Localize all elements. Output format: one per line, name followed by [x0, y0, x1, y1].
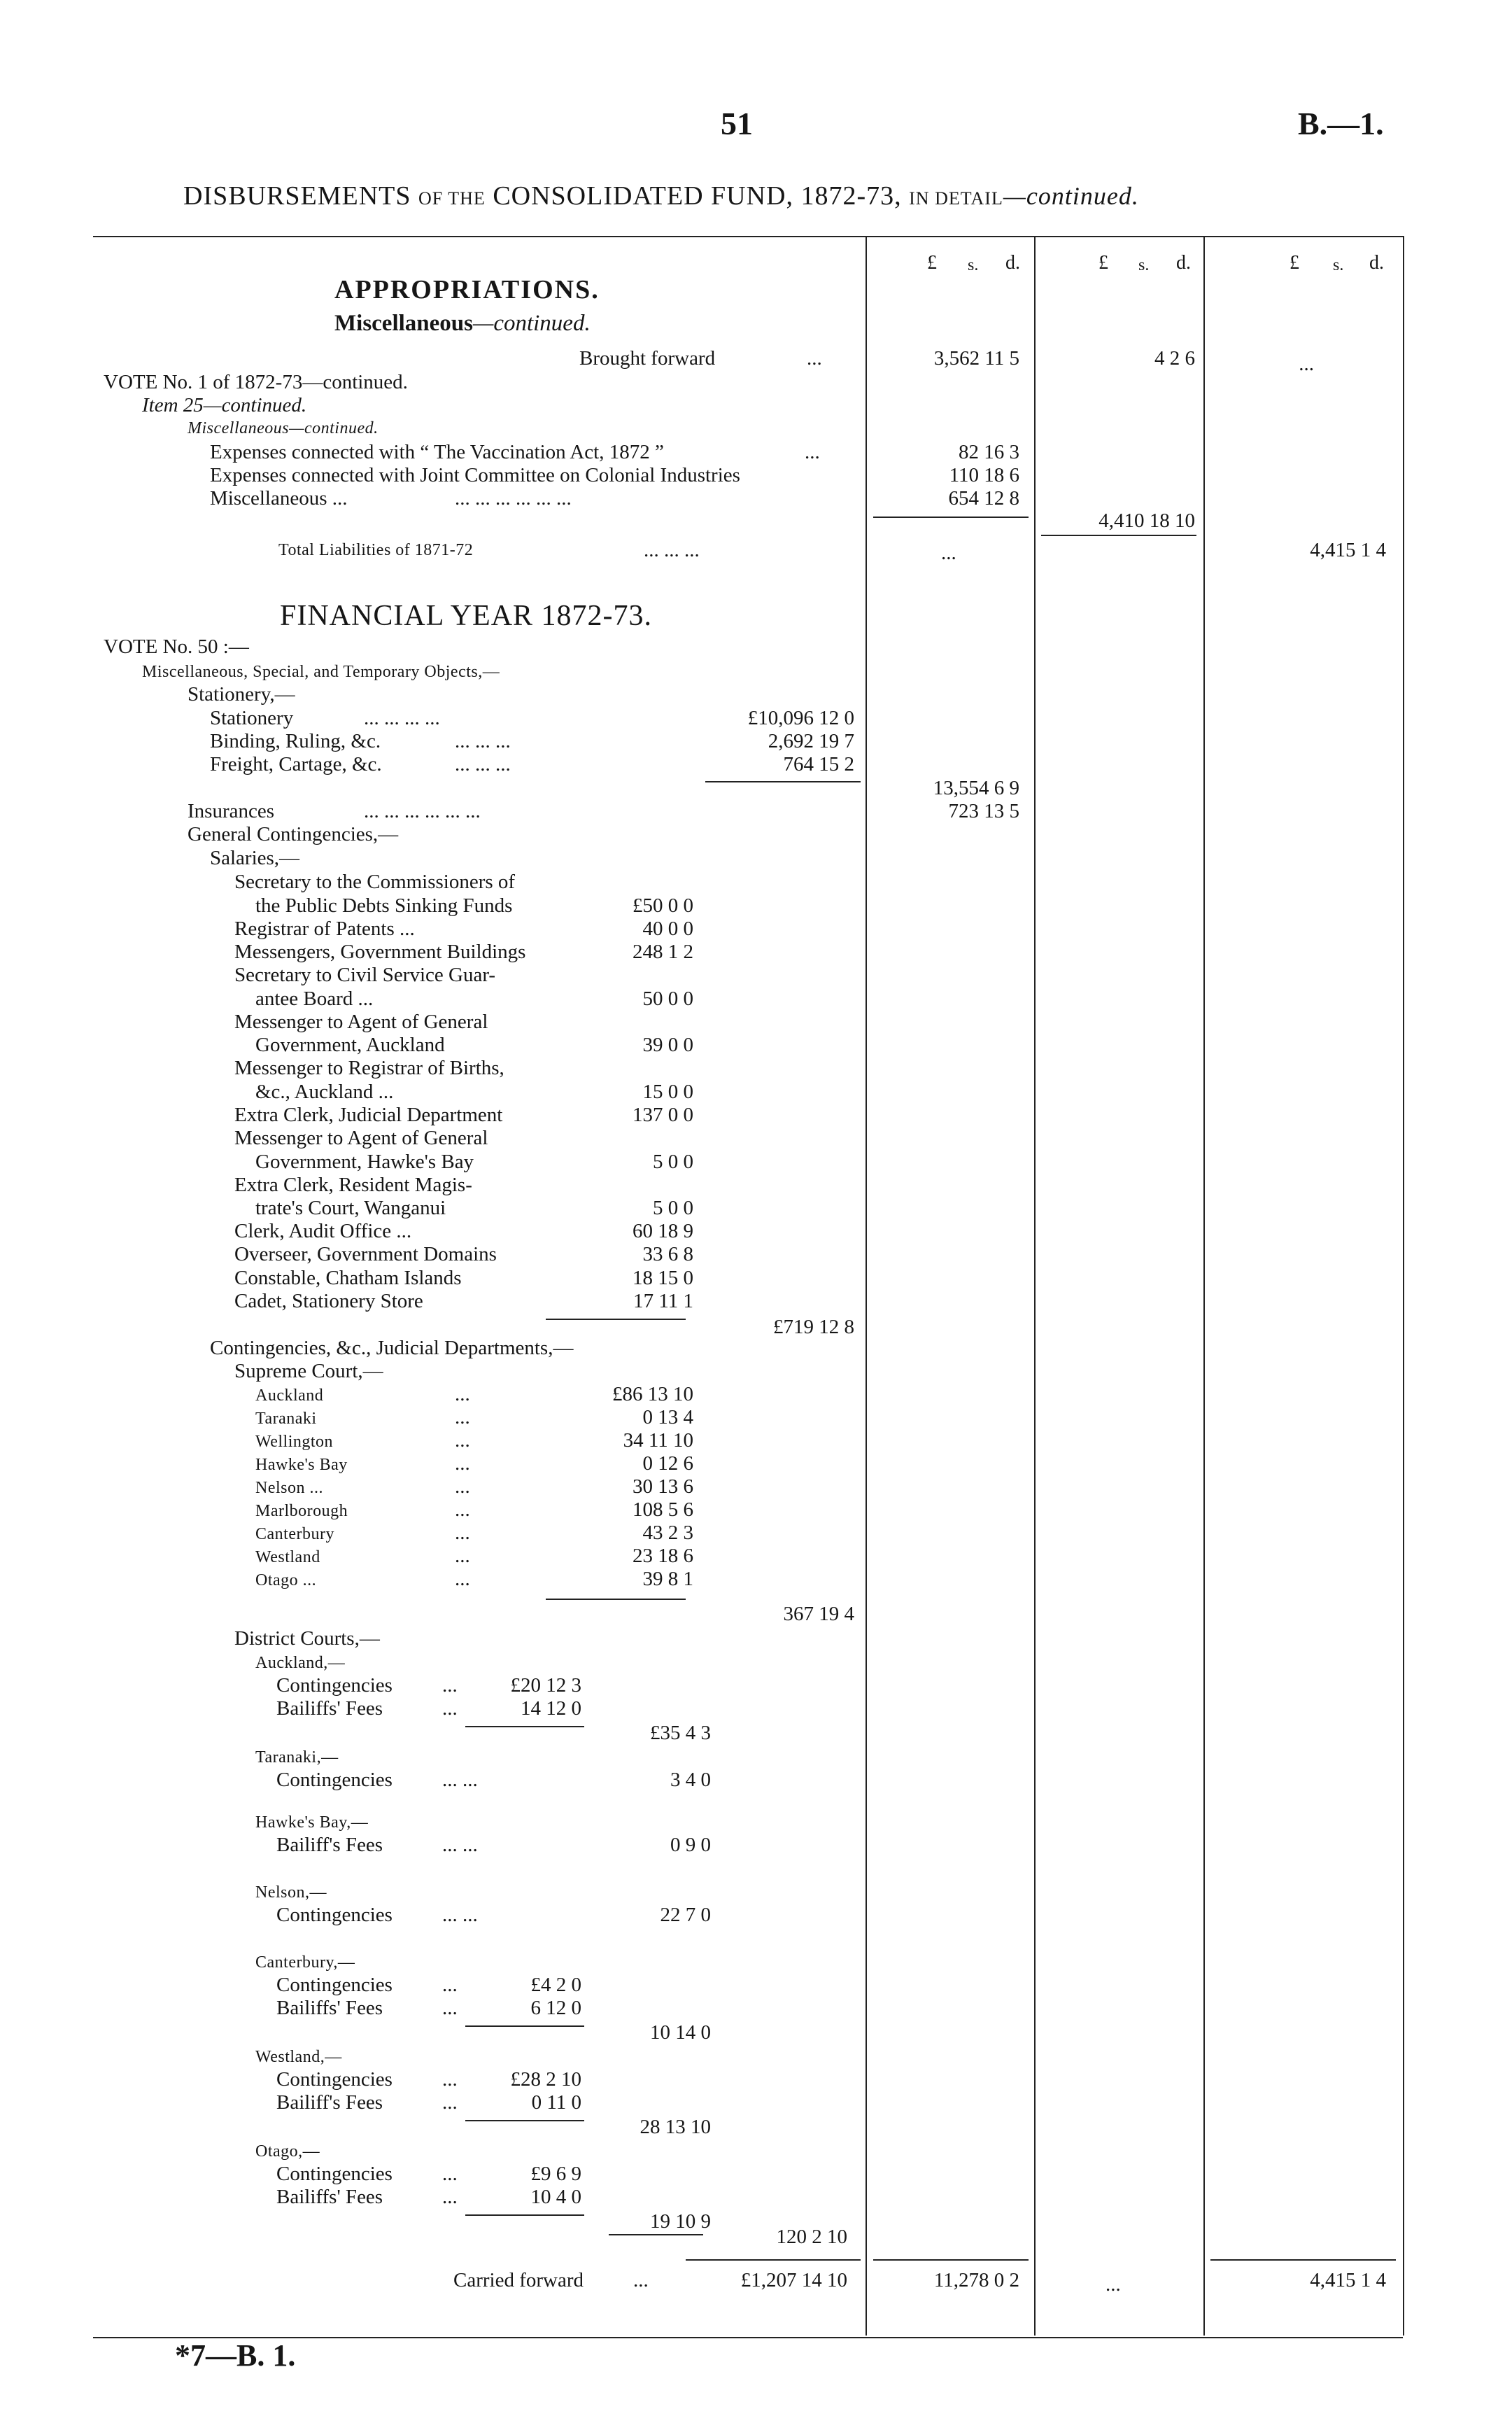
leader-dots: ... ... — [442, 1769, 478, 1791]
court-label: Auckland — [255, 1386, 324, 1405]
supreme-court-total: 367 19 4 — [783, 1603, 854, 1625]
carried-forward-inner: £1,207 14 10 — [740, 2269, 847, 2291]
supreme-court-heading: Supreme Court,— — [234, 1360, 383, 1382]
column-divider — [1403, 236, 1404, 2336]
column-head-shillings: s. — [968, 256, 979, 274]
district-line-label: Contingencies — [276, 1769, 393, 1791]
court-amount: 34 11 10 — [623, 1429, 693, 1452]
leader-dots: ... — [442, 2068, 458, 2091]
stationery-item-amount: 764 15 2 — [783, 753, 854, 775]
district-line-label: Bailiff's Fees — [276, 1834, 383, 1856]
title-in-detail: IN DETAIL — [909, 188, 1003, 209]
district-line-label: Bailiffs' Fees — [276, 1997, 383, 2019]
district-total: £35 4 3 — [650, 1722, 711, 1744]
salary-amount: 5 0 0 — [653, 1197, 693, 1219]
court-amount: 23 18 6 — [633, 1545, 693, 1567]
vote-label: VOTE No. 1 of 1872-73—continued. — [104, 371, 408, 393]
leader-dots: ... ... ... ... ... ... — [364, 800, 481, 822]
general-contingencies-heading: General Contingencies,— — [188, 823, 399, 845]
leader-dots: ... — [442, 2163, 458, 2185]
district-total: 22 7 0 — [660, 1904, 711, 1926]
document-code: B.—1. — [1298, 106, 1384, 141]
district-line-label: Contingencies — [276, 1974, 393, 1996]
court-label: Wellington — [255, 1433, 334, 1451]
district-line-amount: £9 6 9 — [530, 2163, 581, 2185]
district-line-label: Contingencies — [276, 1674, 393, 1697]
salary-label: Extra Clerk, Resident Magis- — [234, 1174, 472, 1196]
salary-label: Messengers, Government Buildings — [234, 941, 526, 963]
column-head-pence: d. — [1005, 252, 1020, 274]
salary-label: Clerk, Audit Office ... — [234, 1220, 412, 1242]
district-line-amount: 0 11 0 — [531, 2091, 581, 2114]
court-amount: 30 13 6 — [633, 1475, 693, 1498]
appropriations-subtitle — [334, 312, 591, 335]
district-total: 28 13 10 — [640, 2116, 711, 2138]
court-label: Canterbury — [255, 1525, 334, 1543]
salary-amount: 17 11 1 — [633, 1290, 693, 1312]
brought-forward-col3: ... — [1299, 353, 1314, 375]
salary-amount: 137 0 0 — [633, 1104, 693, 1126]
expense-amount: 110 18 6 — [949, 464, 1019, 486]
carried-forward-label: Carried forward — [453, 2269, 584, 2291]
court-label: Westland — [255, 1548, 320, 1566]
financial-year-heading: FINANCIAL YEAR 1872-73. — [280, 600, 653, 632]
column-divider — [865, 236, 867, 2336]
section-heading: Miscellaneous, Special, and Temporary Objects,— — [142, 663, 500, 681]
title-disbursements: DISBURSEMENTS — [183, 181, 411, 211]
district-line-amount: 6 12 0 — [530, 1997, 581, 2019]
salary-label-cont: Government, Auckland — [255, 1034, 445, 1056]
salary-label: Messenger to Agent of General — [234, 1011, 488, 1033]
salary-amount: 18 15 0 — [633, 1267, 693, 1289]
stationery-item-amount: £10,096 12 0 — [747, 707, 854, 729]
leader-dots: ... ... ... — [644, 539, 700, 561]
subtotal-col2: 4,410 18 10 — [1098, 510, 1195, 532]
leader-dots: ... — [442, 2186, 458, 2208]
district-name: Auckland,— — [255, 1654, 346, 1672]
court-amount: £86 13 10 — [612, 1383, 693, 1405]
column-head-pounds: £ — [1098, 252, 1108, 274]
column-head-pounds: £ — [927, 252, 937, 274]
column-divider — [1203, 236, 1205, 2336]
district-line-label: Contingencies — [276, 2068, 393, 2091]
page-title — [183, 181, 1139, 211]
salary-amount: 33 6 8 — [642, 1243, 693, 1265]
leader-dots: ... — [442, 1674, 458, 1697]
salary-label: Messenger to Agent of General — [234, 1127, 488, 1149]
expense-amount: 654 12 8 — [948, 487, 1019, 510]
leader-dots: ... — [805, 441, 820, 463]
court-amount: 43 2 3 — [642, 1522, 693, 1544]
rule — [1041, 535, 1196, 536]
column-head-pence: d. — [1369, 252, 1384, 274]
column-head-shillings: s. — [1138, 256, 1150, 274]
stationery-item-label: Stationery — [210, 707, 294, 729]
expense-label: Miscellaneous ... — [210, 487, 348, 510]
district-name: Otago,— — [255, 2142, 320, 2161]
salary-label-cont: the Public Debts Sinking Funds — [255, 894, 513, 917]
leader-dots: ... — [442, 1997, 458, 2019]
district-line-label: Contingencies — [276, 1904, 393, 1926]
misc-label: Miscellaneous—continued. — [188, 419, 379, 437]
district-line-amount: 14 12 0 — [521, 1697, 581, 1720]
district-name: Nelson,— — [255, 1883, 327, 1902]
insurances-amount: 723 13 5 — [948, 800, 1019, 822]
expense-label: Expenses connected with Joint Committee on Colonial Industries — [210, 464, 740, 486]
district-name: Hawke's Bay,— — [255, 1813, 369, 1832]
carried-forward-col2: ... — [1105, 2273, 1121, 2296]
salary-label-cont: &c., Auckland ... — [255, 1081, 394, 1103]
salary-amount: 60 18 9 — [633, 1220, 693, 1242]
district-line-label: Contingencies — [276, 2163, 393, 2185]
salary-label: Overseer, Government Domains — [234, 1243, 497, 1265]
court-amount: 0 13 4 — [642, 1406, 693, 1428]
leader-dots: ... — [442, 1697, 458, 1720]
district-line-label: Bailiffs' Fees — [276, 1697, 383, 1720]
expense-amount: 82 16 3 — [959, 441, 1019, 463]
item-label: Item 25—continued. — [142, 394, 307, 416]
title-continued: —continued. — [1003, 182, 1139, 210]
judicial-heading: Contingencies, &c., Judicial Departments,— — [210, 1337, 574, 1359]
column-head-shillings: s. — [1333, 256, 1344, 274]
district-line-amount: £20 12 3 — [510, 1674, 581, 1697]
leader-dots: ... — [455, 1383, 470, 1405]
leader-dots: ... ... — [442, 1834, 478, 1856]
salary-label: Constable, Chatham Islands — [234, 1267, 462, 1289]
salary-label: Extra Clerk, Judicial Department — [234, 1104, 503, 1126]
leader-dots: ... ... ... ... — [364, 707, 440, 729]
stationery-item-label: Freight, Cartage, &c. — [210, 753, 382, 775]
leader-dots: ... — [455, 1545, 470, 1567]
district-line-amount: £28 2 10 — [510, 2068, 581, 2091]
district-name: Taranaki,— — [255, 1748, 339, 1767]
rule — [686, 2259, 861, 2261]
salary-amount: 39 0 0 — [642, 1034, 693, 1056]
rule — [546, 1319, 686, 1320]
rule — [873, 2259, 1029, 2261]
column-head-pence: d. — [1176, 252, 1191, 274]
rule — [546, 1599, 686, 1600]
salaries-total: £719 12 8 — [773, 1316, 854, 1338]
leader-dots: ... ... — [442, 1904, 478, 1926]
district-line-label: Bailiffs' Fees — [276, 2186, 383, 2208]
leader-dots: ... — [455, 1406, 470, 1428]
carried-forward-col1: 11,278 0 2 — [933, 2269, 1019, 2291]
salary-label: Secretary to the Commissioners of — [234, 871, 516, 893]
court-amount: 0 12 6 — [642, 1452, 693, 1475]
leader-dots: ... — [455, 1452, 470, 1475]
district-line-amount: 10 4 0 — [530, 2186, 581, 2208]
leader-dots: ... — [455, 1522, 470, 1544]
court-label: Marlborough — [255, 1502, 348, 1520]
salary-amount: 40 0 0 — [642, 918, 693, 940]
rule — [465, 2120, 584, 2121]
district-courts-heading: District Courts,— — [234, 1627, 380, 1650]
expense-label: Expenses connected with “ The Vaccination Act, 1872 ” — [210, 441, 664, 463]
total-liabilities-label: Total Liabilities of 1871-72 — [278, 541, 474, 559]
court-amount: 39 8 1 — [642, 1568, 693, 1590]
salary-amount: £50 0 0 — [633, 894, 693, 917]
salaries-heading: Salaries,— — [210, 847, 300, 869]
page-number: 51 — [721, 106, 753, 141]
leader-dots: ... ... ... — [455, 753, 511, 775]
column-divider — [1034, 236, 1036, 2336]
stationery-item-label: Binding, Ruling, &c. — [210, 730, 381, 752]
leader-dots: ... ... ... — [455, 730, 511, 752]
subtitle-text: Miscellaneous — [334, 311, 473, 336]
court-label: Otago ... — [255, 1571, 317, 1589]
district-total: 0 9 0 — [670, 1834, 711, 1856]
salary-label-cont: Government, Hawke's Bay — [255, 1151, 474, 1173]
rule — [609, 2234, 703, 2235]
stationery-total: 13,554 6 9 — [933, 777, 1019, 799]
district-total: 10 14 0 — [650, 2021, 711, 2044]
district-name: Canterbury,— — [255, 1953, 355, 1972]
rule — [1210, 2259, 1396, 2261]
court-label: Taranaki — [255, 1410, 317, 1428]
district-line-amount: £4 2 0 — [530, 1974, 581, 1996]
leader-dots: ... — [442, 1974, 458, 1996]
leader-dots: ... — [455, 1429, 470, 1452]
salary-label: Secretary to Civil Service Guar- — [234, 964, 496, 986]
rule — [465, 1726, 584, 1727]
district-line-label: Bailiff's Fees — [276, 2091, 383, 2114]
rule — [465, 2214, 584, 2216]
rule — [873, 517, 1029, 518]
salary-label: Cadet, Stationery Store — [234, 1290, 423, 1312]
brought-forward-col2: 4 2 6 — [1154, 347, 1195, 370]
appropriations-heading: APPROPRIATIONS. — [334, 275, 600, 304]
footer-code: *7—B. 1. — [175, 2338, 296, 2373]
subtitle-continued: —continued. — [472, 311, 591, 336]
salary-label-cont: trate's Court, Wanganui — [255, 1197, 446, 1219]
court-amount: 108 5 6 — [633, 1498, 693, 1521]
total-liabilities-col1: ... — [941, 542, 956, 564]
salary-amount: 248 1 2 — [633, 941, 693, 963]
leader-dots: ... — [455, 1475, 470, 1498]
district-total: 19 10 9 — [650, 2210, 711, 2233]
court-label: Nelson ... — [255, 1479, 323, 1497]
district-total: 3 4 0 — [670, 1769, 711, 1791]
leader-dots: ... — [807, 347, 822, 370]
column-head-pounds: £ — [1290, 252, 1299, 274]
title-fund: CONSOLIDATED FUND, 1872-73, — [493, 181, 902, 211]
brought-forward-col1: 3,562 11 5 — [933, 347, 1019, 370]
district-name: Westland,— — [255, 2048, 342, 2066]
leader-dots: ... ... ... ... ... ... — [455, 487, 572, 510]
court-label: Hawke's Bay — [255, 1456, 348, 1474]
district-courts-total: 120 2 10 — [776, 2226, 847, 2248]
brought-forward-label: Brought forward — [579, 347, 716, 370]
salary-amount: 15 0 0 — [642, 1081, 693, 1103]
title-of-the: OF THE — [418, 188, 486, 209]
salary-amount: 50 0 0 — [642, 988, 693, 1010]
stationery-heading: Stationery,— — [188, 683, 295, 705]
stationery-item-amount: 2,692 19 7 — [768, 730, 854, 752]
total-liabilities-col3: 4,415 1 4 — [1310, 539, 1386, 561]
leader-dots: ... — [442, 2091, 458, 2114]
insurances-label: Insurances — [188, 800, 275, 822]
vote-50-label: VOTE No. 50 :— — [104, 635, 249, 658]
salary-label: Registrar of Patents ... — [234, 918, 415, 940]
rule — [705, 781, 861, 782]
leader-dots: ... — [633, 2269, 649, 2291]
leader-dots: ... — [455, 1498, 470, 1521]
salary-label: Messenger to Registrar of Births, — [234, 1057, 504, 1079]
salary-label-cont: antee Board ... — [255, 988, 374, 1010]
leader-dots: ... — [455, 1568, 470, 1590]
carried-forward-col3: 4,415 1 4 — [1310, 2269, 1386, 2291]
rule — [465, 2025, 584, 2027]
salary-amount: 5 0 0 — [653, 1151, 693, 1173]
